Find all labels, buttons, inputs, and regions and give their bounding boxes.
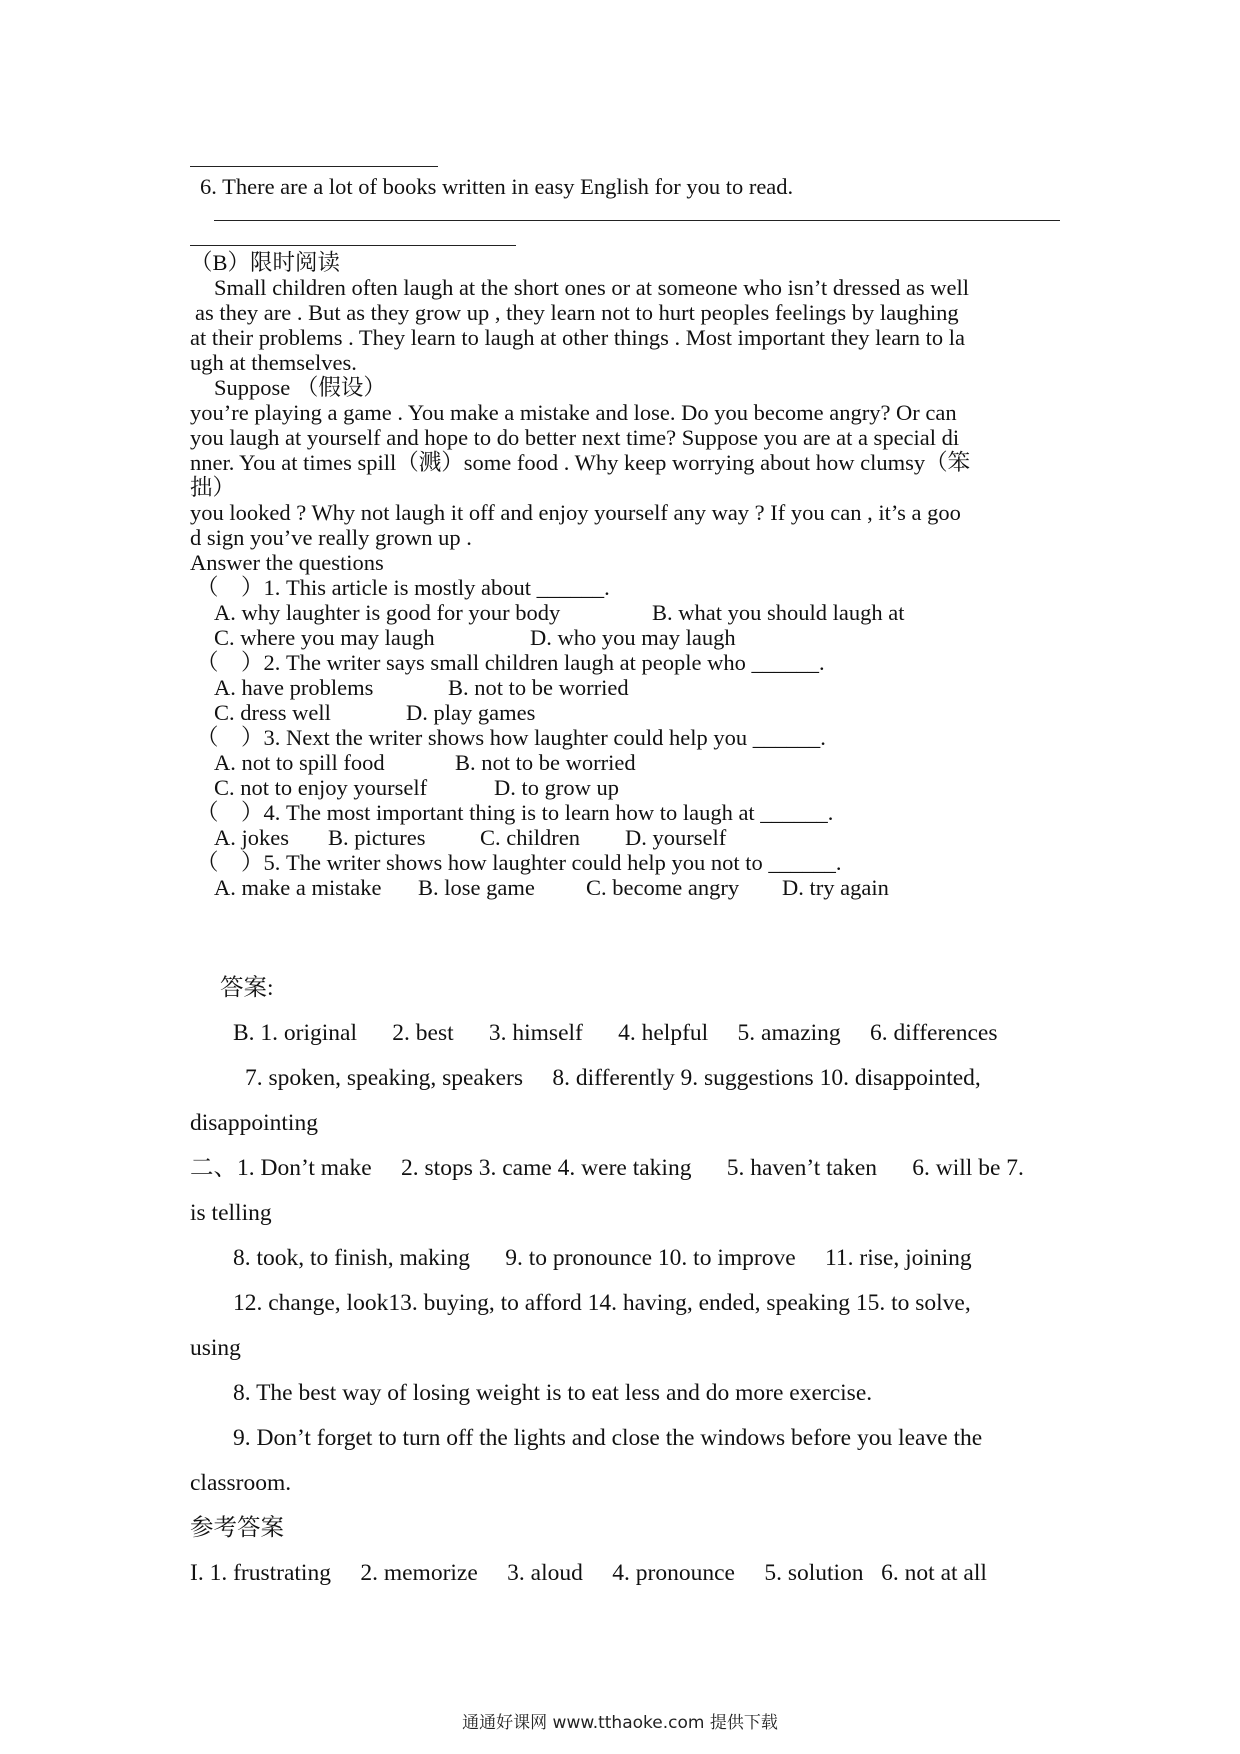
question-stem: （ ）3. Next the writer shows how laughter could help you ______.	[196, 725, 826, 750]
option: D. try again	[782, 875, 889, 900]
option: A. not to spill food	[214, 750, 385, 775]
answers-heading: 答案:	[220, 975, 274, 1001]
option: D. to grow up	[494, 775, 619, 800]
question-stem: （ ）2. The writer says small children laugh at people who ______.	[196, 650, 825, 675]
option: B. pictures	[328, 825, 426, 850]
option: C. dress well	[214, 700, 331, 725]
answer-blank-line-top	[190, 166, 438, 167]
passage-line: as they are . But as they grow up , they learn not to hurt peoples feelings by laughing	[195, 300, 959, 325]
option: B. lose game	[418, 875, 535, 900]
section-b-heading: （B）限时阅读	[190, 250, 341, 275]
option: A. make a mistake	[214, 875, 382, 900]
passage-line: d sign you’ve really grown up .	[190, 525, 472, 550]
passage-line: at their problems . They learn to laugh at other things . Most important they learn to la	[190, 325, 966, 350]
option: D. play games	[406, 700, 536, 725]
passage-line: nner. You at times spill（溅）some food . Why keep worrying about how clumsy（笨	[190, 450, 971, 475]
option: A. why laughter is good for your body	[214, 600, 561, 625]
reference-answer-line: I. 1. frustrating 2. memorize 3. aloud 4. pronounce 5. solution 6. not at all	[190, 1560, 987, 1586]
option: C. children	[480, 825, 580, 850]
passage-line: ugh at themselves.	[190, 350, 357, 375]
option: A. jokes	[214, 825, 289, 850]
answer-line: classroom.	[190, 1470, 292, 1496]
option: D. who you may laugh	[530, 625, 736, 650]
option: C. not to enjoy yourself	[214, 775, 428, 800]
answer-line: 12. change, look13. buying, to afford 14. having, ended, speaking 15. to solve,	[233, 1290, 971, 1316]
answer-line: 8. took, to finish, making 9. to pronounce 10. to improve 11. rise, joining	[233, 1245, 972, 1271]
answer-line: is telling	[190, 1200, 272, 1226]
reference-answers-heading: 参考答案	[190, 1515, 284, 1541]
answer-line: disappointing	[190, 1110, 318, 1136]
option: A. have problems	[214, 675, 374, 700]
answer-line: 8. The best way of losing weight is to eat less and do more exercise.	[233, 1380, 873, 1406]
passage-line: you’re playing a game . You make a mistake and lose. Do you become angry? Or can	[190, 400, 957, 425]
answer-line: 二、1. Don’t make 2. stops 3. came 4. were taking 5. haven’t taken 6. will be 7.	[190, 1155, 1024, 1181]
question-6: 6. There are a lot of books written in easy English for you to read.	[200, 174, 794, 199]
answer-line: 9. Don’t forget to turn off the lights and close the windows before you leave the	[233, 1425, 983, 1451]
answer-line: 7. spoken, speaking, speakers 8. differently 9. suggestions 10. disappointed,	[245, 1065, 981, 1091]
answer-line: B. 1. original 2. best 3. himself 4. helpful 5. amazing 6. differences	[233, 1020, 998, 1046]
option: B. not to be worried	[448, 675, 629, 700]
question-stem: （ ）5. The writer shows how laughter could help you not to ______.	[196, 850, 842, 875]
option: D. yourself	[625, 825, 727, 850]
question-stem: （ ）4. The most important thing is to learn how to laugh at ______.	[196, 800, 834, 825]
answer-line: using	[190, 1335, 241, 1361]
page-footer: 通通好课网 www.tthaoke.com 提供下载	[462, 1713, 778, 1733]
option: C. become angry	[586, 875, 740, 900]
option: B. not to be worried	[455, 750, 636, 775]
question-stem: （ ）1. This article is mostly about ______.	[196, 575, 610, 600]
passage-line: Small children often laugh at the short ones or at someone who isn’t dressed as well	[214, 275, 970, 300]
option: C. where you may laugh	[214, 625, 435, 650]
passage-line: 拙）	[190, 475, 236, 500]
passage-line: Suppose （假设）	[214, 375, 386, 400]
instruction: Answer the questions	[190, 550, 384, 575]
passage-line: you looked ? Why not laugh it off and enjoy yourself any way ? If you can , it’s a goo	[190, 500, 961, 525]
option: B. what you should laugh at	[652, 600, 905, 625]
passage-line: you laugh at yourself and hope to do better next time? Suppose you are at a special di	[190, 425, 960, 450]
answer-blank-line-6a	[214, 220, 1060, 221]
answer-blank-line-6b	[190, 245, 516, 246]
